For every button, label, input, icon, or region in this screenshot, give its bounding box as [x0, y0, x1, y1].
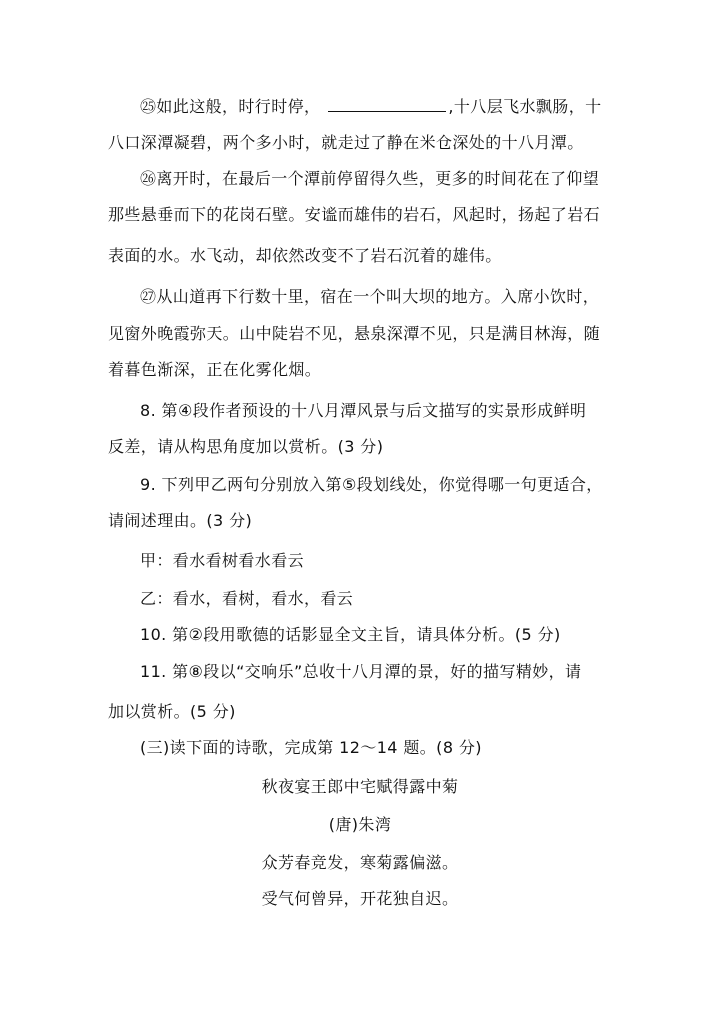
fill-in-blank	[328, 97, 446, 112]
question-9-line-2: 请闹述理由。(3 分)	[108, 511, 253, 530]
paragraph-25-line-1	[140, 95, 660, 119]
paragraph-25-text-b: ,十八层飞水飘肠，十	[448, 97, 602, 116]
question-11-line-1: 11. 第⑧段以“交响乐”总收十八月潭的景，好的描写精妙，请	[140, 662, 582, 681]
paragraph-27-line-3: 着暮色渐深，正在化雾化烟。	[108, 360, 322, 379]
question-11-line-2: 加以赏析。(5 分)	[108, 702, 236, 721]
poem-line-1: 众芳春竞发，寒菊露偏滋。	[261, 853, 459, 872]
poem-title: 秋夜宴王郎中宅赋得露中菊	[261, 777, 459, 796]
paragraph-26-line-3: 表面的水。水飞动，却依然改变不了岩石沉着的雄伟。	[108, 246, 502, 265]
question-10-line-1: 10. 第②段用歌德的话影显全文主旨，请具体分析。(5 分)	[140, 625, 561, 644]
question-9-line-1: 9. 下列甲乙两句分别放入第⑤段划线处，你觉得哪一句更适合，	[140, 475, 603, 494]
question-9-option-b: 乙：看水，看树，看水，看云	[140, 589, 354, 608]
paragraph-26-line-2: 那些悬垂而下的花岗石壁。安谧而雄伟的岩石，风起时，扬起了岩石	[108, 205, 601, 224]
question-8-line-1: 8. 第④段作者预设的十八月潭风景与后文描写的实景形成鲜明	[140, 401, 587, 420]
paragraph-25-text-a: ㉕如此这般，时行时停，	[140, 97, 321, 116]
section-3-heading: (三)读下面的诗歌，完成第 12～14 题。(8 分)	[140, 738, 482, 757]
paragraph-25-line-2: 八口深潭凝碧，两个多小时，就走过了静在米仓深处的十八月潭。	[108, 133, 584, 152]
paragraph-26-line-1: ㉖离开时，在最后一个潭前停留得久些，更多的时间花在了仰望	[140, 169, 600, 188]
poem-author: (唐)朱湾	[328, 815, 392, 834]
question-9-option-a: 甲：看水看树看水看云	[140, 551, 305, 570]
paragraph-27-line-1: ㉗从山道再下行数十里，宿在一个叫大坝的地方。入席小饮时，	[140, 287, 600, 306]
paragraph-27-line-2: 见窗外晚霞弥天。山中陡岩不见，悬泉深潭不见，只是满目林海，随	[108, 324, 601, 343]
poem-line-2: 受气何曾异，开花独自迟。	[261, 889, 459, 908]
question-8-line-2: 反差，请从构思角度加以赏析。(3 分)	[108, 437, 384, 456]
